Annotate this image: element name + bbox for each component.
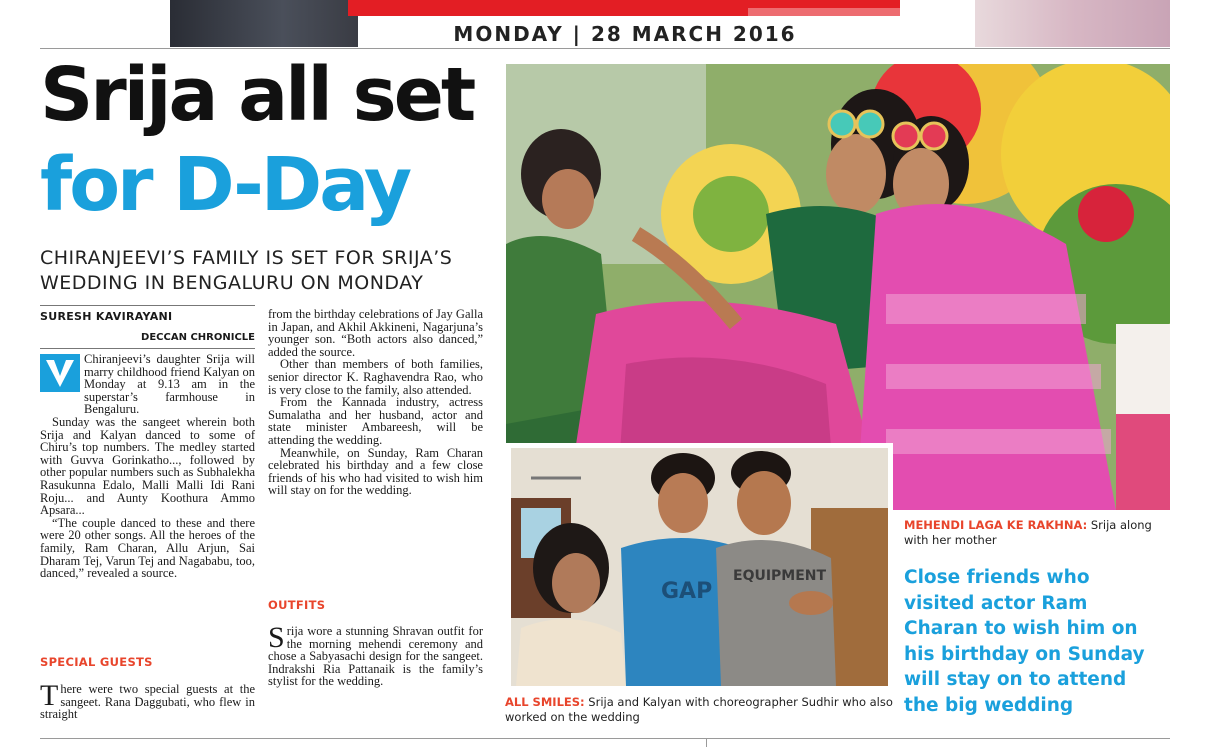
deck	[40, 246, 490, 296]
drop-cap: S	[268, 621, 285, 654]
paragraph: Chiranjeevi’s daughter Srija will marry childhood friend Kalyan on Monday at 9.13 am in the superstar’s farmhouse in Bengaluru.	[84, 352, 255, 417]
paragraph: Sunday was the sangeet wherein both Srija and Kalyan danced to some of Chiru’s top numbers. The medley started with Guvva Gorinkatho..., followed by other popular numbers such as Subhalekha Rasukunna Edalo, Malli Malli Idi Rani Roju... and Aunty Koothura Ammo Apsara...	[40, 414, 255, 518]
caption-all-smiles	[505, 695, 900, 725]
paragraph: rija wore a stunning Shravan outfit for the morning mehendi ceremony and chose a Sabyasachi design for the sangeet. Indrakshi Ria Pattanaik is the family’s stylist for the wedding.	[268, 624, 483, 689]
article-column-1	[40, 353, 255, 580]
caption-mehendi-text: Srija along with her mother	[904, 518, 1152, 547]
bottom-column-divider	[706, 738, 707, 747]
pull-quote: Close friends who visited actor Ram Charan to wish him on his birthday on Sunday will stay on to attend the big wedding	[904, 567, 1145, 716]
article-column-1-tail	[40, 679, 255, 722]
byline-publication: DECCAN CHRONICLE	[141, 332, 255, 343]
deck-line-2: WEDDING IN BENGALURU ON MONDAY	[40, 272, 424, 294]
byline-author: SURESH KAVIRAYANI	[40, 310, 173, 323]
subhead-outfits: OUTFITS	[268, 598, 326, 612]
paragraph: from the birthday celebrations of Jay Galla in Japan, and Akhil Akkineni, Nagarjuna’s younger son. “Both actors also danced,” added the source.	[268, 307, 483, 359]
issue-date: MONDAY | 28 MARCH 2016	[453, 22, 797, 46]
headline-line-2: for D-Day	[40, 142, 410, 228]
masthead-photo-left	[170, 0, 358, 47]
caption-smiles-key: ALL SMILES:	[505, 695, 585, 709]
masthead-rule	[40, 48, 1170, 49]
headline-line-1: Srija all set	[40, 52, 474, 138]
paragraph: Other than members of both families, senior director K. Raghavendra Rao, who is very close to the family, also attended.	[268, 357, 483, 397]
tshirt-equipment-text: EQUIPMENT	[733, 568, 827, 584]
paragraph: “The couple danced to these and there were 20 other songs. All the heroes of the family, Ram Charan, Allu Arjun, Sai Dharam Tej, Varun Tej and Nagababu, too, danced,” revealed a source.	[40, 515, 255, 581]
photo-all-smiles	[506, 443, 893, 691]
tshirt-gap-text: GAP	[661, 579, 713, 604]
subhead-special-guests: SPECIAL GUESTS	[40, 655, 153, 669]
article-column-2-tail	[268, 621, 483, 689]
deck-line-1: CHIRANJEEVI’S FAMILY IS SET FOR SRIJA’S	[40, 247, 453, 269]
drop-cap: T	[40, 679, 59, 712]
paragraph: From the Kannada industry, actress Sumalatha and her husband, actor and state minister Ambareesh, will be attending the wedding.	[268, 395, 483, 447]
bottom-rule	[40, 738, 1170, 739]
caption-mehendi-key: MEHENDI LAGA KE RAKHNA:	[904, 518, 1088, 532]
caption-mehendi	[904, 518, 1174, 548]
byline-rule	[40, 305, 255, 306]
masthead-logo-strip	[348, 0, 900, 16]
credit-rule	[40, 348, 255, 349]
paragraph: Meanwhile, on Sunday, Ram Charan celebrated his birthday and a few close friends of his who had visited to wish him will stay on for the wedding.	[268, 445, 483, 498]
paragraph: here were two special guests at the sangeet. Rana Daggubati, who flew in straight	[40, 682, 255, 722]
masthead-photo-right	[975, 0, 1170, 47]
caption-smiles-text: Srija and Kalyan with choreographer Sudhir who also worked on the wedding	[505, 695, 893, 724]
article-column-2	[268, 308, 483, 497]
